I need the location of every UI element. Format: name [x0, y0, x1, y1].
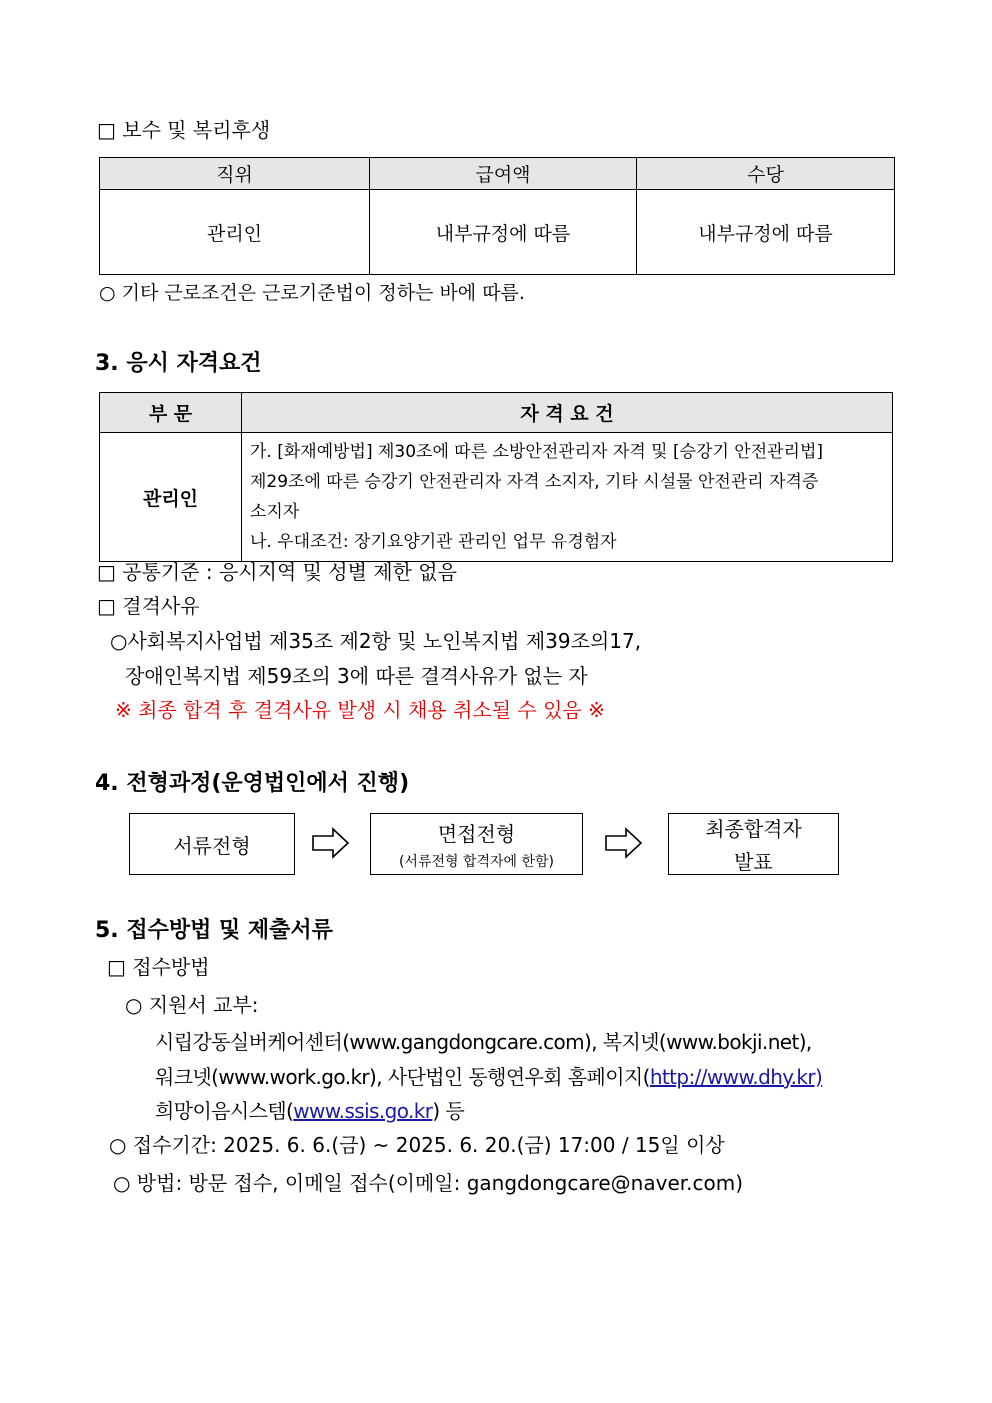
section5-title: 5. 접수방법 및 제출서류: [95, 918, 333, 943]
disqualification-line-1: ○사회복지사업법 제35조 제2항 및 노인복지법 제39조의17,: [110, 629, 642, 653]
qualification-table: [99, 392, 893, 562]
qual-cell-requirements: [242, 433, 893, 562]
qual-header-requirements: 자 격 요 건: [242, 393, 893, 433]
qual-line-4: 나. 우대조건: 장기요양기관 관리인 업무 유경험자: [250, 532, 617, 552]
salary-header-pay: 급여액: [370, 158, 637, 190]
process-step-document-label: 서류전형: [173, 833, 251, 858]
process-step-document: [129, 813, 295, 875]
disqualification-line-2: 장애인복지법 제59조의 3에 따른 결격사유가 없는 자: [125, 664, 588, 688]
process-step-interview: [370, 813, 583, 875]
process-step-final-label-1: 최종합격자: [705, 817, 802, 841]
disqualification-warning: ※ 최종 합격 후 결격사유 발생 시 채용 취소될 수 있음 ※: [115, 698, 605, 722]
application-method: ○ 방법: 방문 접수, 이메일 접수(이메일: gangdongcare@naver.com): [113, 1171, 744, 1195]
process-step-interview-label: 면접전형: [437, 821, 516, 846]
salary-header-allowance: 수당: [637, 158, 895, 190]
qual-line-1: 가. [화재예방법] 제30조에 따른 소방안전관리자 자격 및 [승강기 안전관리법]: [250, 442, 824, 462]
form-heading: ○ 지원서 교부:: [125, 993, 259, 1017]
form-sites-line-3: [155, 1095, 464, 1124]
process-step-interview-note: (서류전형 합격자에 한함): [398, 853, 555, 870]
section3-title: 3. 응시 자격요건: [95, 351, 262, 376]
salary-cell-allowance: 내부규정에 따름: [637, 190, 895, 275]
ssis-link[interactable]: www.ssis.go.kr: [293, 1099, 433, 1123]
arrow-right-icon: [604, 827, 644, 859]
dhy-link[interactable]: http://www.dhy.kr): [649, 1065, 823, 1089]
salary-cell-pay: 내부규정에 따름: [370, 190, 637, 275]
form-sites-line-3-suffix: ) 등: [432, 1099, 465, 1123]
arrow-right-icon: [311, 827, 351, 859]
qual-line-2: 제29조에 따른 승강기 안전관리자 자격 소지자, 기타 시설물 안전관리 자격증: [250, 472, 819, 492]
section4-title: 4. 전형과정(운영법인에서 진행): [95, 771, 410, 796]
application-period: ○ 접수기간: 2025. 6. 6.(금) ~ 2025. 6. 20.(금) 17:00 / 15일 이상: [109, 1133, 725, 1157]
salary-heading: □ 보수 및 복리후생: [97, 118, 271, 142]
salary-cell-position: 관리인: [100, 190, 370, 275]
disqualification-heading: □ 결격사유: [97, 594, 200, 618]
salary-header-position: 직위: [100, 158, 370, 190]
salary-note: ○ 기타 근로조건은 근로기준법이 정하는 바에 따름.: [99, 282, 525, 304]
process-step-final-label-2: 발표: [734, 850, 773, 874]
salary-table: [99, 157, 895, 275]
qual-cell-dept: 관리인: [100, 433, 242, 562]
qual-header-dept: 부 문: [100, 393, 242, 433]
common-criteria: □ 공통기준 : 응시지역 및 성별 제한 없음: [97, 560, 457, 584]
form-sites-line-2-text: 워크넷(www.work.go.kr), 사단법인 동행연우회 홈페이지(: [155, 1065, 650, 1089]
form-sites-line-1: 시립강동실버케어센터(www.gangdongcare.com), 복지넷(www.bokji.net),: [155, 1030, 812, 1054]
method-heading: □ 접수방법: [107, 955, 210, 979]
qual-line-3: 소지자: [250, 502, 300, 522]
form-sites-line-2: [155, 1061, 822, 1090]
form-sites-line-3-text: 희망이음시스템(: [155, 1099, 294, 1123]
process-step-final: [668, 813, 839, 875]
